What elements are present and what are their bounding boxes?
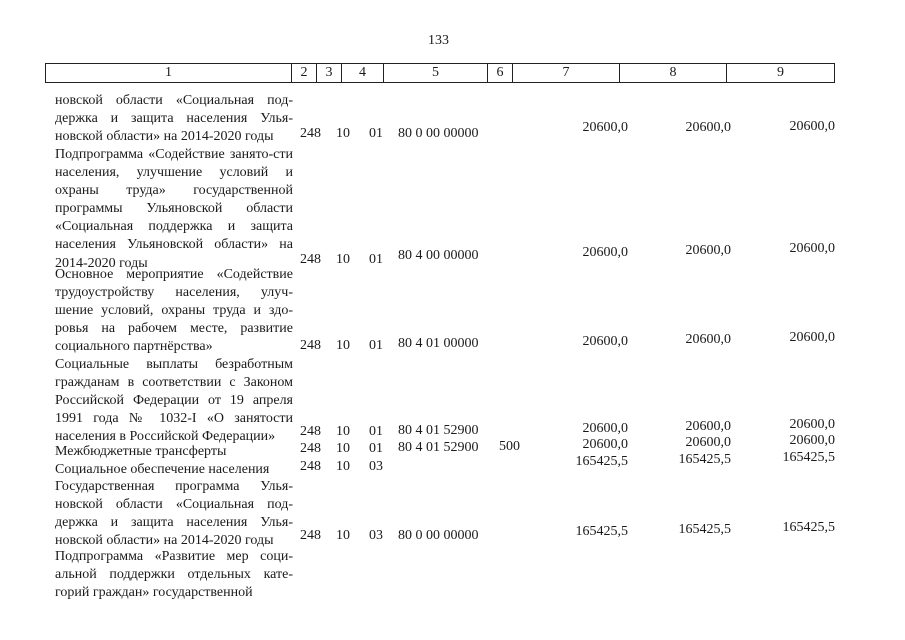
cell-code-admin: 248: [300, 459, 321, 474]
cell-amount-col7: 20600,0: [582, 245, 628, 260]
cell-amount-col8: 165425,5: [678, 452, 731, 467]
row-description: Подпрограмма «Развитие мер соци-альной поддержки отдельных кате-горий граждан» государственной: [55, 549, 293, 601]
cell-code-admin: 248: [300, 441, 321, 456]
cell-amount-col9: 165425,5: [782, 520, 835, 535]
cell-subsection: 03: [369, 528, 383, 543]
row-description: новской области «Социальная под-держка и защита населения Улья-новской области» на 2014-2020 годы: [55, 93, 293, 145]
header-col-1: 1: [46, 64, 292, 82]
cell-section: 10: [336, 126, 350, 141]
cell-amount-col8: 20600,0: [685, 243, 731, 258]
cell-amount-col7: 20600,0: [582, 334, 628, 349]
cell-code-admin: 248: [300, 126, 321, 141]
header-col-9: 9: [777, 65, 784, 80]
cell-amount-col9: 20600,0: [789, 119, 835, 134]
header-col-3: 3: [317, 64, 342, 82]
cell-amount-col7: 20600,0: [582, 421, 628, 436]
cell-section: 10: [336, 459, 350, 474]
cell-amount-col8: 20600,0: [685, 332, 731, 347]
cell-amount-col9: 20600,0: [789, 417, 835, 432]
cell-target-article: 80 4 00 00000: [398, 248, 479, 263]
cell-target-article: 80 4 01 52900: [398, 440, 479, 455]
row-description: Основное мероприятие «Содействие трудоустройству населения, улуч-шение условий, охраны труда и здо-ровья на рабочем месте, развитие социального партнёрства»: [55, 267, 293, 355]
cell-section: 10: [336, 252, 350, 267]
header-col-4: 4: [342, 64, 384, 82]
cell-subsection: 01: [369, 441, 383, 456]
cell-amount-col8: 20600,0: [685, 435, 731, 450]
header-col-8: 8: [620, 64, 727, 82]
cell-subsection: 01: [369, 424, 383, 439]
row-description: Подпрограмма «Содействие занято-сти населения, улучшение условий и охраны труда» государственной программы Ульяновской области «Социальная поддержка и защита населения Ульяновской области» на 2014-2020 годы: [55, 147, 293, 271]
cell-amount-col8: 20600,0: [685, 419, 731, 434]
header-col-6: 6: [488, 64, 513, 82]
cell-amount-col9: 20600,0: [789, 330, 835, 345]
cell-expense-type: 500: [499, 439, 520, 454]
cell-amount-col7: 165425,5: [575, 524, 628, 539]
row-description: Социальные выплаты безработным гражданам в соответствии с Законом Российской Федерации от 19 апреля 1991 года № 1032-I «О занятости населения в Российской Федерации»: [55, 357, 293, 445]
cell-amount-col8: 165425,5: [678, 522, 731, 537]
cell-amount-col8: 20600,0: [685, 120, 731, 135]
header-col-7: 7: [513, 64, 620, 82]
cell-amount-col7: 20600,0: [582, 437, 628, 452]
cell-subsection: 01: [369, 126, 383, 141]
cell-amount-col9: 165425,5: [782, 450, 835, 465]
row-description: Межбюджетные трансферты: [55, 444, 227, 459]
cell-amount-col9: 20600,0: [789, 241, 835, 256]
cell-target-article: 80 0 00 00000: [398, 528, 479, 543]
cell-target-article: 80 4 01 52900: [398, 423, 479, 438]
table-header: [45, 63, 835, 83]
cell-amount-col9: 20600,0: [789, 433, 835, 448]
cell-target-article: 80 0 00 00000: [398, 126, 479, 141]
page-number: 133: [428, 33, 449, 48]
cell-section: 10: [336, 424, 350, 439]
cell-section: 10: [336, 528, 350, 543]
cell-amount-col7: 20600,0: [582, 120, 628, 135]
header-col-5: 5: [384, 64, 488, 82]
header-col-2: 2: [292, 64, 317, 82]
row-description: Государственная программа Улья-новской области «Социальная под-держка и защита населения Улья-новской области» на 2014-2020 годы: [55, 479, 293, 549]
cell-section: 10: [336, 441, 350, 456]
cell-subsection: 01: [369, 252, 383, 267]
cell-subsection: 01: [369, 338, 383, 353]
cell-subsection: 03: [369, 459, 383, 474]
cell-code-admin: 248: [300, 424, 321, 439]
cell-code-admin: 248: [300, 338, 321, 353]
cell-section: 10: [336, 338, 350, 353]
cell-code-admin: 248: [300, 252, 321, 267]
cell-target-article: 80 4 01 00000: [398, 336, 479, 351]
cell-amount-col7: 165425,5: [575, 454, 628, 469]
row-description: Социальное обеспечение населения: [55, 462, 270, 477]
cell-code-admin: 248: [300, 528, 321, 543]
